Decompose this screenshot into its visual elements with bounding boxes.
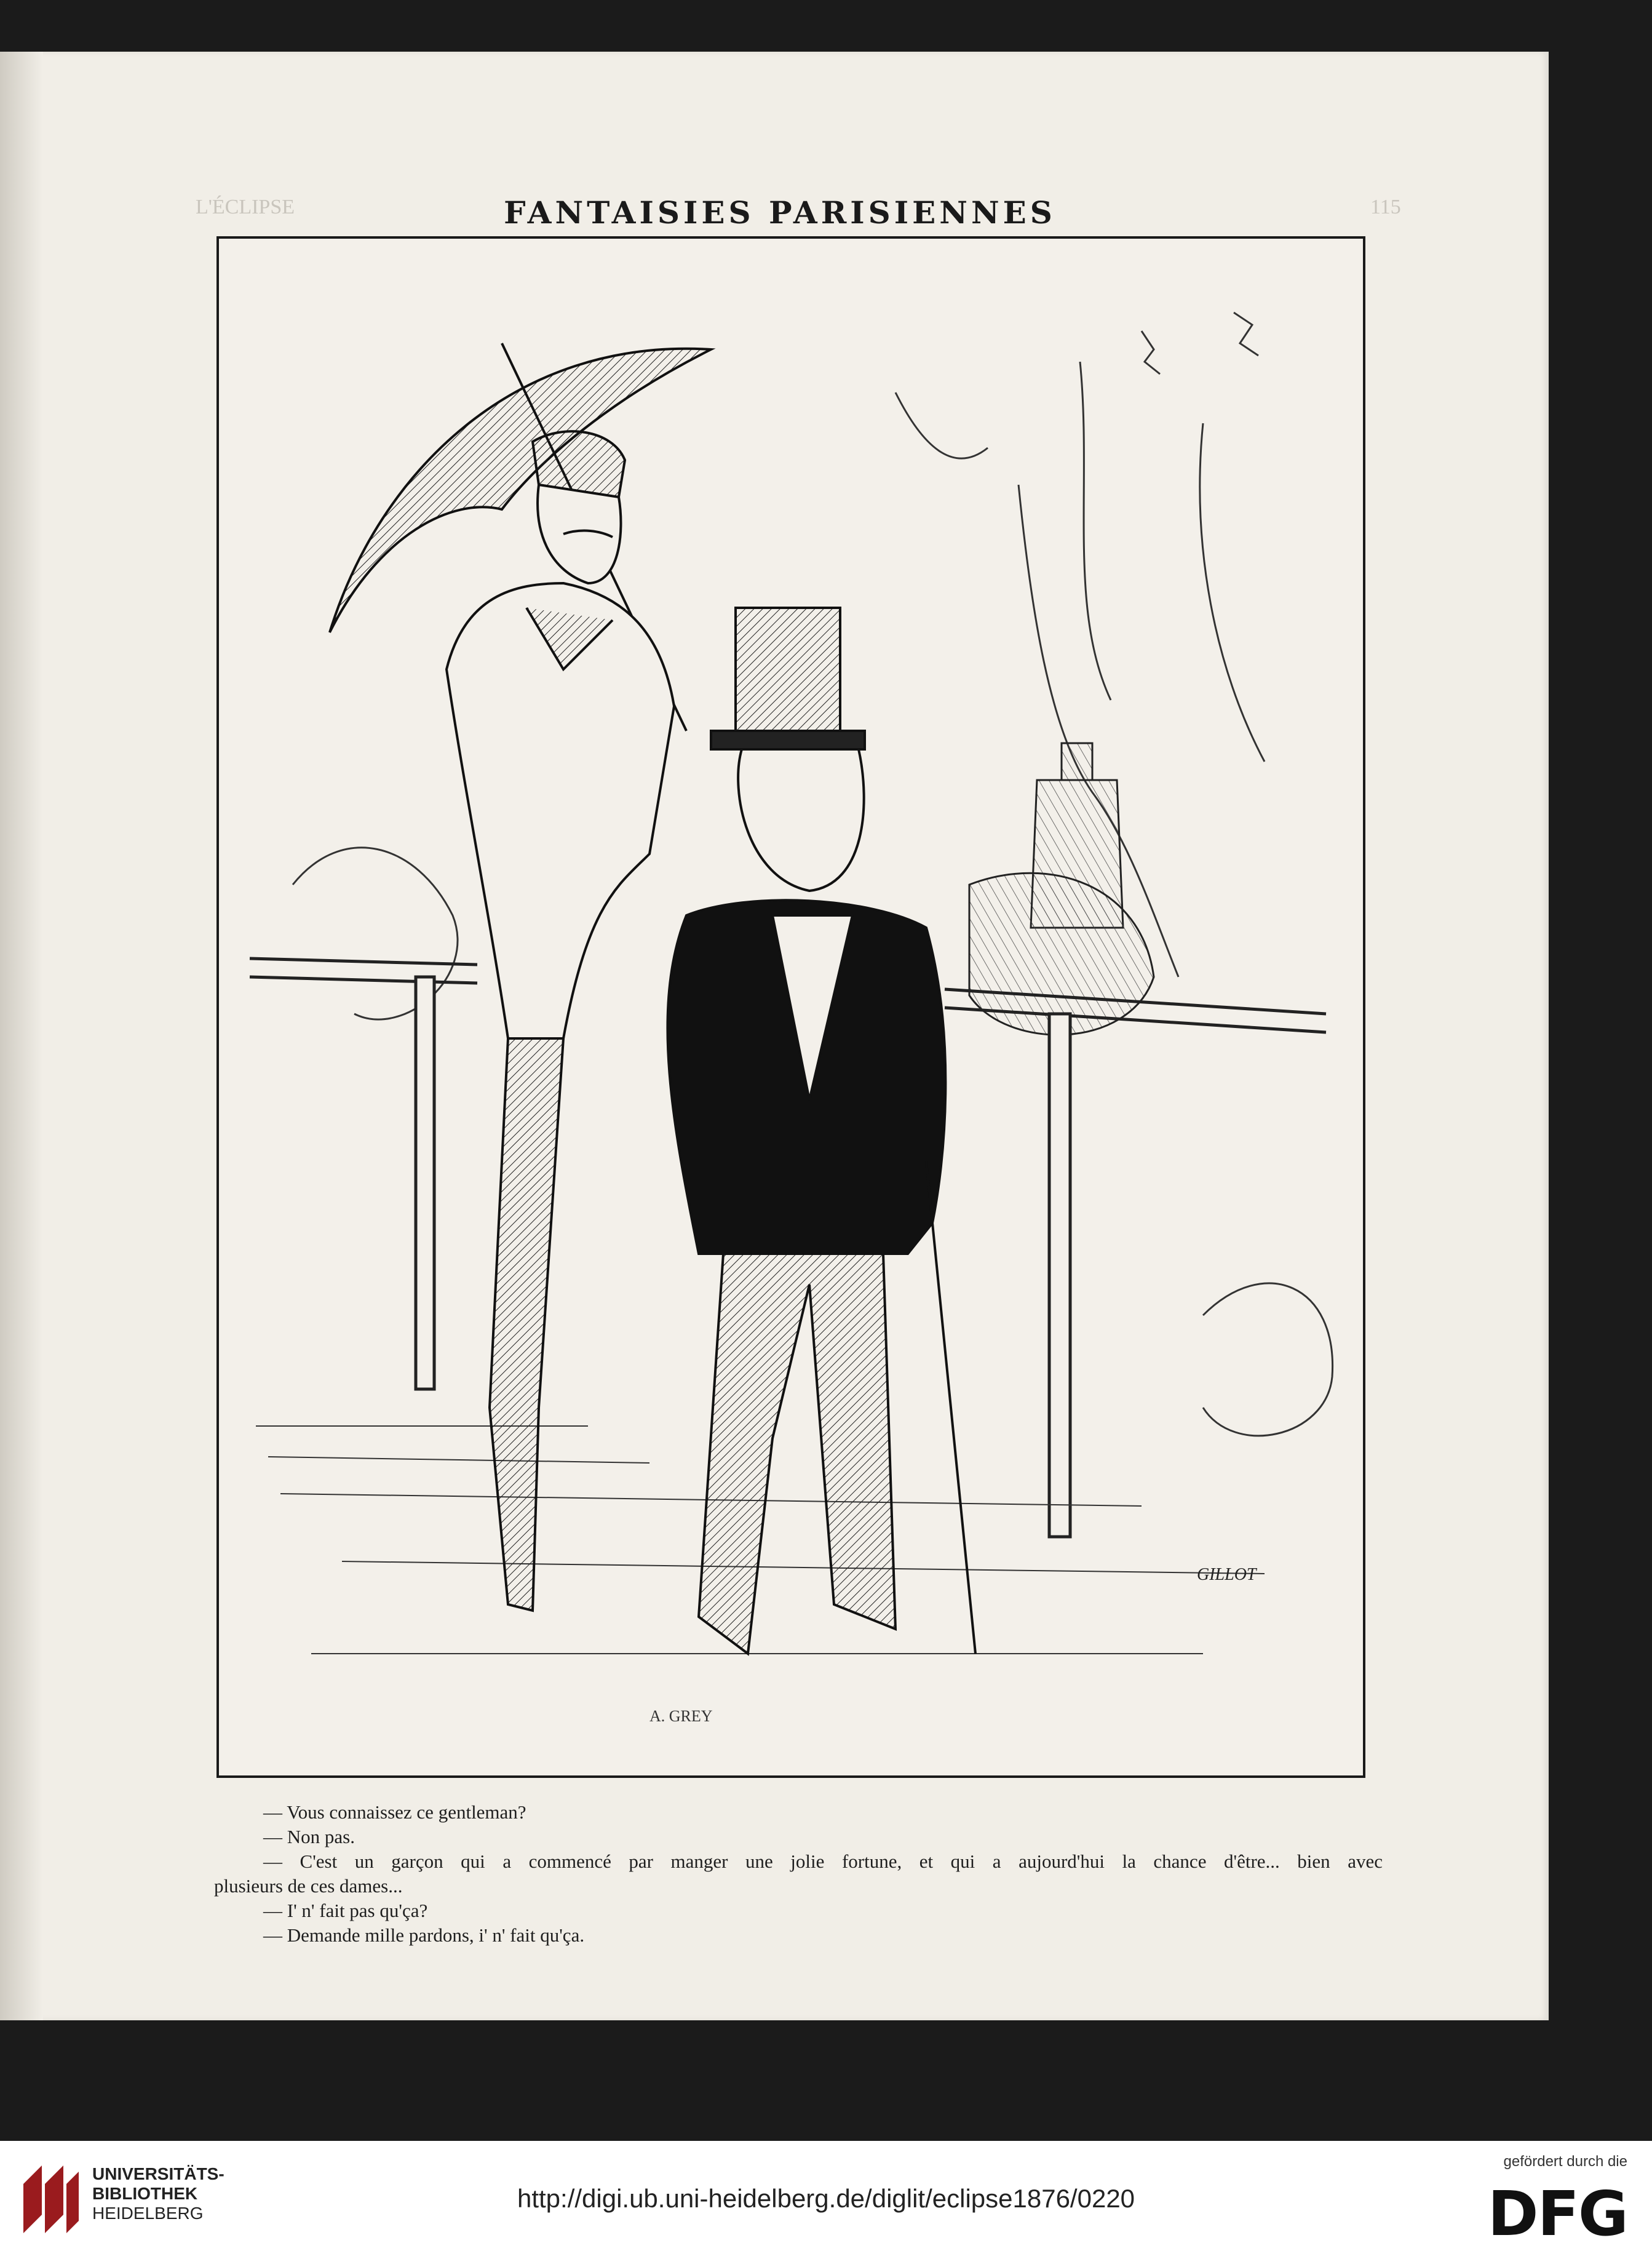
caption-line: — Non pas. (263, 1826, 355, 1847)
dfg-logo: DFG (1487, 2178, 1627, 2250)
footer-bar (0, 2141, 1652, 2259)
page-sheet (11, 52, 1549, 2020)
funding-note: gefördert durch die (1503, 2153, 1627, 2170)
ghost-page-number: 115 (1370, 196, 1401, 218)
institution-line: BIBLIOTHEK (92, 2184, 198, 2203)
tall-man-figure (447, 431, 674, 1611)
permalink-url[interactable]: http://digi.ub.uni-heidelberg.de/diglit/eclipse1876/0220 (517, 2184, 1135, 2213)
artist-signature: GILLOT (1197, 1565, 1257, 1584)
engraver-signature: A. GREY (649, 1707, 713, 1725)
cartoon-illustration (219, 239, 1363, 1775)
page-title: FANTAISIES PARISIENNES (504, 194, 1056, 231)
ghost-running-head: L'ÉCLIPSE (196, 196, 295, 218)
caption-line: plusieurs de ces dames... (214, 1875, 403, 1897)
caption-line: — Vous connaissez ce gentleman? (263, 1801, 526, 1823)
caption-line: — Demande mille pardons, i' n' fait qu'ça. (263, 1924, 585, 1946)
institution-line: HEIDELBERG (92, 2204, 204, 2223)
illustration-frame (216, 236, 1365, 1778)
caption-line: — I' n' fait pas qu'ça? (263, 1900, 428, 1921)
caption-line: — C'est un garçon qui a commencé par manger une jolie fortune, et qui a aujourd'hui la chance d'être... bien avec (263, 1851, 1383, 1872)
caption-dialogue (214, 1800, 1383, 1948)
short-man-figure (667, 608, 975, 1654)
institution-line: UNIVERSITÄTS- (92, 2164, 224, 2183)
page-spine (0, 52, 43, 2020)
